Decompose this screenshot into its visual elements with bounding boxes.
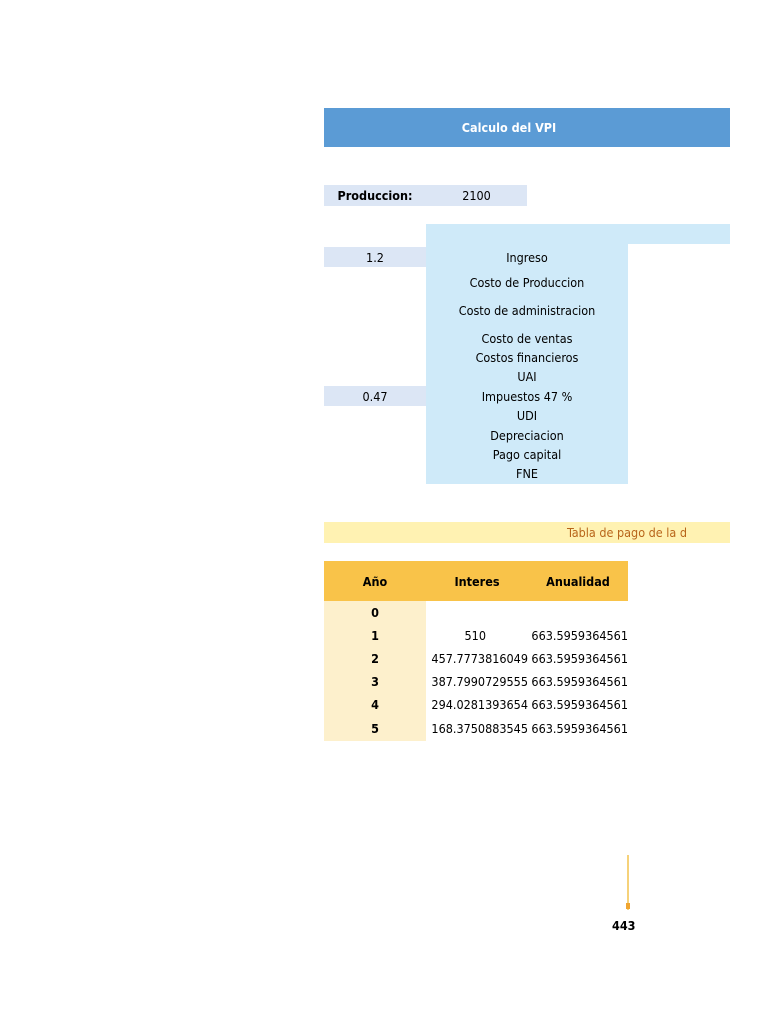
row-2-anualidad: 663.5959364561 <box>531 651 628 666</box>
debt-table-title: Tabla de pago de la d <box>566 525 688 540</box>
page-number: 443 <box>612 918 636 933</box>
row-5-year: 5 <box>371 721 379 736</box>
header-anualidad: Anualidad <box>546 573 610 589</box>
row-3-anualidad: 663.5959364561 <box>531 674 628 689</box>
row-4-year: 4 <box>371 697 379 712</box>
concept-udi: UDI <box>516 408 538 423</box>
concept-ingreso: Ingreso <box>506 250 548 265</box>
row-5-anualidad: 663.5959364561 <box>531 721 628 736</box>
row-3-year: 3 <box>371 674 379 689</box>
concept-costo-ventas: Costo de ventas <box>481 331 573 346</box>
row-4-interes: 294.0281393654 <box>431 697 528 712</box>
income-factor-cell: 1.2 <box>324 247 426 267</box>
concept-depreciacion: Depreciacion <box>490 428 564 443</box>
concept-costos-financieros: Costos financieros <box>475 350 579 365</box>
row-4-anualidad: 663.5959364561 <box>531 697 628 712</box>
row-2-year: 2 <box>371 651 379 666</box>
cash-flow-header-band <box>426 224 730 244</box>
sheet-title-bar <box>324 108 730 147</box>
concept-impuestos: Impuestos 47 % <box>481 389 573 404</box>
year-column-fill <box>324 601 426 741</box>
concept-costo-administracion: Costo de administracion <box>458 303 596 318</box>
row-1-year: 1 <box>371 628 379 643</box>
row-1-anualidad: 663.5959364561 <box>531 628 628 643</box>
page-edge-mark-tip <box>626 903 630 909</box>
concept-uai: UAI <box>517 369 537 384</box>
concept-costo-produccion: Costo de Produccion <box>469 275 585 290</box>
row-2-interes: 457.7773816049 <box>431 651 528 666</box>
production-value: 2100 <box>426 185 527 206</box>
production-label: Produccion: <box>324 185 426 206</box>
tax-rate-cell: 0.47 <box>324 386 426 406</box>
row-5-interes: 168.3750883545 <box>431 721 528 736</box>
row-0-year: 0 <box>371 605 379 620</box>
debt-table-title-bar <box>324 522 730 543</box>
header-interes: Interes <box>454 573 500 589</box>
sheet-title: Calculo del VPI <box>461 120 557 135</box>
concept-pago-capital: Pago capital <box>492 447 562 462</box>
page-edge-mark <box>627 855 629 910</box>
row-1-interes: 510 <box>464 628 486 643</box>
concept-fne: FNE <box>516 466 538 481</box>
row-3-interes: 387.7990729555 <box>431 674 528 689</box>
header-year: Año <box>362 573 388 589</box>
